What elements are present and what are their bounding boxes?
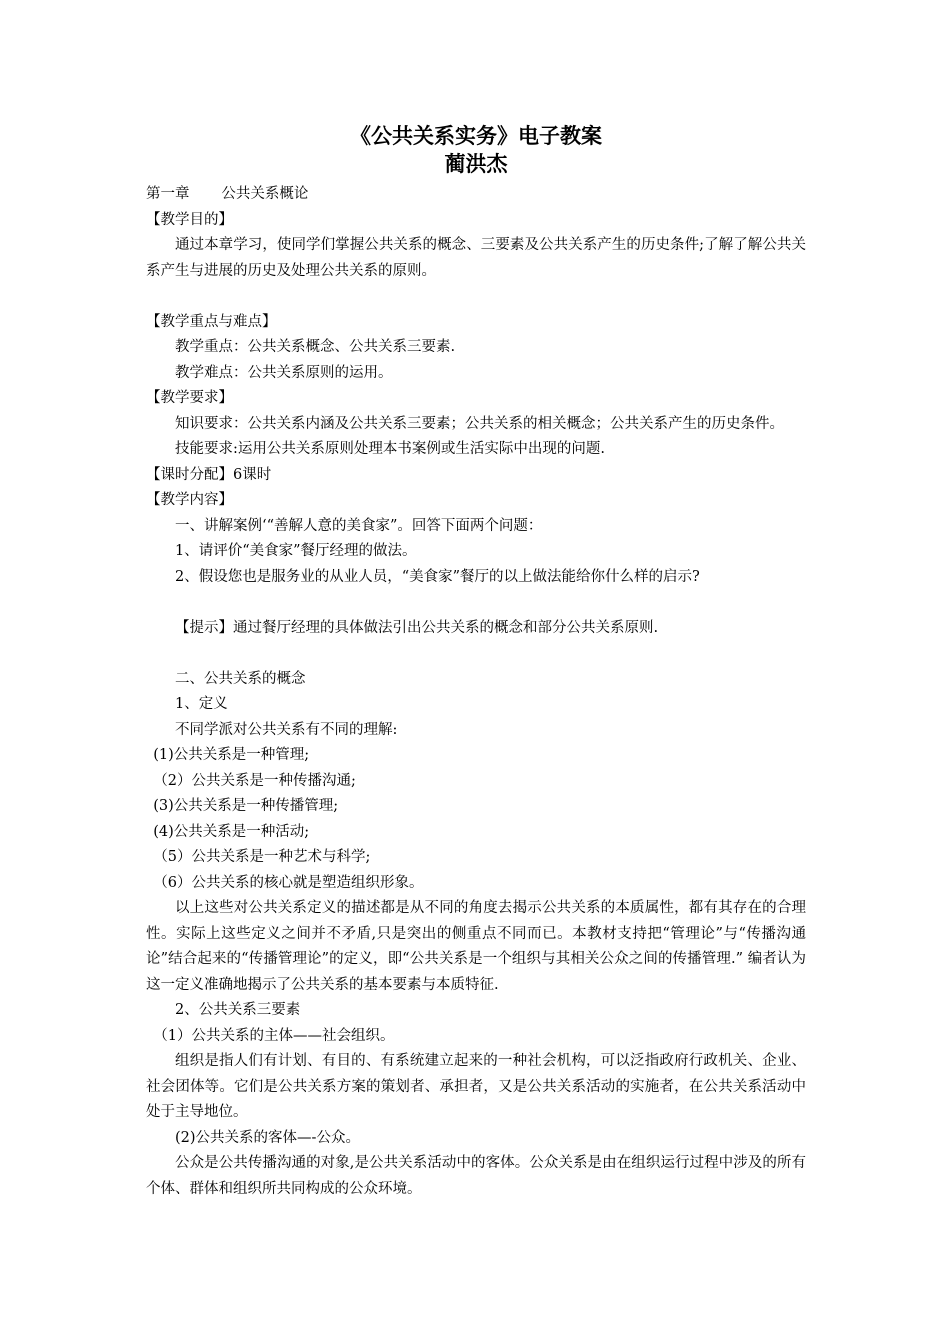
- definition-item: (1)公共关系是一种管理;: [153, 747, 310, 763]
- definition-item: （5）公共关系是一种艺术与科学;: [153, 849, 371, 865]
- section-2-heading: 二、公共关系的概念: [175, 670, 306, 687]
- spacer: [146, 284, 806, 310]
- three-elements-heading: 2、公共关系三要素: [175, 1002, 301, 1018]
- definition-item: (3)公共关系是一种传播管理;: [153, 798, 339, 814]
- key-point-text: 教学重点：公共关系概念、公共关系三要素.: [175, 339, 456, 355]
- object-text: 公众是公共传播沟通的对象,是公共关系活动中的客体。公众关系是由在组织运行过程中涉及的所有个体、群体和组织所共同构成的公众环境。: [146, 1155, 806, 1197]
- document-title: 《公共关系实务》电子教案: [350, 124, 602, 148]
- object-heading: (2)公共关系的客体—-公众。: [175, 1129, 360, 1146]
- chapter-number: 第一章: [146, 186, 190, 202]
- content-heading: 【教学内容】: [146, 492, 233, 508]
- subject-text: 组织是指人们有计划、有目的、有系统建立起来的一种社会机构，可以泛指政府行政机关、企业、社会团体等。它们是公共关系方案的策划者、承担者，又是公共关系活动的实施者，在公共关系活动中处于主导地位。: [146, 1053, 806, 1120]
- definition-heading: 1、定义: [175, 696, 228, 712]
- subject-heading: （1）公共关系的主体——社会组织。: [153, 1027, 395, 1044]
- spacer: [146, 641, 806, 667]
- definition-intro: 不同学派对公共关系有不同的理解:: [175, 721, 398, 738]
- requirements-heading: 【教学要求】: [146, 390, 233, 406]
- case-intro: 一、讲解案例‘“善解人意的美食家”。回答下面两个问题：: [175, 517, 543, 534]
- definition-item: （6）公共关系的核心就是塑造组织形象。: [153, 874, 424, 891]
- knowledge-requirement: 知识要求：公共关系内涵及公共关系三要素；公共关系的相关概念；公共关系产生的历史条件。: [175, 415, 784, 432]
- hours-allocation: 【课时分配】6课时: [146, 466, 272, 483]
- objective-text: 通过本章学习，使同学们掌握公共关系的概念、三要素及公共关系产生的历史条件;了解了解公共关系产生与进展的历史及处理公共关系的原则。: [146, 237, 806, 279]
- hint-text: 【提示】通过餐厅经理的具体做法引出公共关系的概念和部分公共关系原则.: [175, 619, 659, 636]
- author-name: 蔺洪杰: [444, 152, 508, 176]
- definition-item: (4)公共关系是一种活动;: [153, 823, 310, 840]
- question-2: 2、假设您也是服务业的从业人员，“美食家”餐厅的以上做法能给你什么样的启示?: [175, 568, 700, 585]
- definition-summary: 以上这些对公共关系定义的描述都是从不同的角度去揭示公共关系的本质属性，都有其存在的合理性。实际上这些定义之间并不矛盾,只是突出的侧重点不同而已。本教材支持把“管理论”与“传播沟通论”结合起来的“传播管理论”的定义，即“公共关系是一个组织与其相关公众之间的传播管理.” 编者认为这一定义准确地揭示了公共关系的基本要素与本质特征.: [146, 900, 807, 993]
- chapter-name: 公共关系概论: [221, 186, 309, 202]
- skill-requirement: 技能要求:运用公共关系原则处理本书案例或生活实际中出现的问题.: [175, 441, 605, 457]
- definition-item: （2）公共关系是一种传播沟通;: [153, 772, 356, 789]
- question-1: 1、请评价“美食家”餐厅经理的做法。: [175, 543, 417, 559]
- difficulty-text: 教学难点：公共关系原则的运用。: [175, 364, 393, 381]
- objective-heading: 【教学目的】: [146, 211, 233, 228]
- chapter-heading: [146, 182, 806, 208]
- document-page: [146, 122, 806, 1202]
- key-heading: 【教学重点与难点】: [146, 313, 277, 330]
- spacer: [146, 590, 806, 616]
